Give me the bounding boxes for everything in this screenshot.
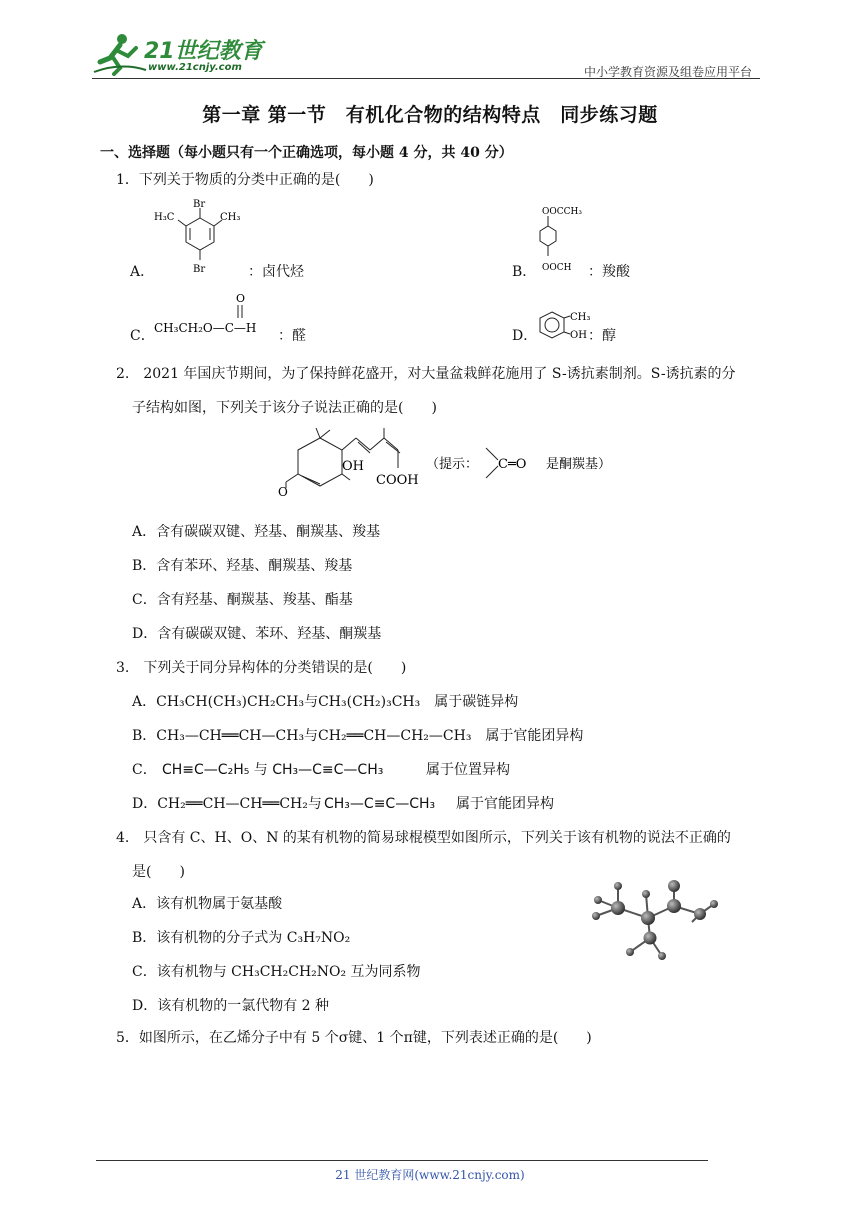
d-ch3: CH₃ bbox=[570, 312, 591, 323]
section-heading: 一、选择题（每小题只有一个正确选项，每小题 4 分，共 40 分） bbox=[100, 145, 513, 161]
q2-option-c: C．含有羟基、酮羰基、羧基、酯基 bbox=[132, 592, 353, 608]
q2-hint2: 是酮羰基） bbox=[546, 457, 612, 472]
q2-cooh: COOH bbox=[376, 473, 419, 488]
q4-option-c: C．该有机物与 CH₃CH₂CH₂NO₂ 互为同系物 bbox=[132, 964, 421, 980]
q1-c-structure bbox=[152, 290, 282, 340]
q4-option-a: A．该有机物属于氨基酸 bbox=[132, 896, 283, 912]
q1-stem: 1．下列关于物质的分类中正确的是( ) bbox=[116, 172, 374, 188]
header bbox=[92, 30, 760, 80]
header-divider bbox=[92, 78, 760, 79]
q3-option-c-label: C． bbox=[132, 762, 157, 778]
q5-stem: 5．如图所示，在乙烯分子中有 5 个σ键、1 个π键，下列表述正确的是( ) bbox=[116, 1030, 592, 1046]
q1-option-a-text: ：卤代烃 bbox=[248, 264, 304, 280]
q2-option-a: A．含有碳碳双键、羟基、酮羰基、羧基 bbox=[132, 524, 381, 540]
q3-option-d-label: D．CH₂══CH—CH══CH₂与 bbox=[132, 796, 322, 812]
a-h3c: H₃C bbox=[154, 212, 175, 223]
q2-oh: OH bbox=[342, 459, 364, 474]
q3-option-c-tail: 属于位置异构 bbox=[426, 762, 510, 778]
q3-option-b: B．CH₃—CH══CH—CH₃与CH₂══CH—CH₂—CH₃ 属于官能团异构 bbox=[132, 728, 584, 744]
q2-structure bbox=[270, 428, 630, 500]
q1-option-a-label: A． bbox=[130, 264, 155, 280]
q4-ball-stick-model bbox=[590, 874, 720, 964]
q1-option-c-text: ：醛 bbox=[278, 328, 306, 344]
footer-text: 21 世纪教育网(www.21cnjy.com) bbox=[335, 1168, 525, 1182]
q3-option-d-tail: 属于官能团异构 bbox=[456, 796, 554, 812]
page-title: 第一章 第一节 有机化合物的结构特点 同步练习题 bbox=[202, 104, 658, 126]
c-o: O bbox=[236, 292, 246, 305]
q3-option-c-text: CH≡C—C₂H₅ 与 CH₃—C≡C—CH₃ bbox=[162, 762, 384, 778]
q3-option-d-text: CH₃—C≡C—CH₃ bbox=[324, 796, 436, 812]
b-top: OOCCH₃ bbox=[542, 207, 582, 217]
q2-option-b: B．含有苯环、羟基、酮羰基、羧基 bbox=[132, 558, 353, 574]
q1-a-structure bbox=[152, 196, 248, 278]
q1-option-b-text: ：羧酸 bbox=[588, 264, 630, 280]
q4-option-d: D．该有机物的一氯代物有 2 种 bbox=[132, 998, 330, 1014]
q2-hint: （提示： bbox=[426, 457, 479, 472]
q2-o: O bbox=[278, 485, 288, 499]
q1-option-d-label: D． bbox=[512, 328, 538, 344]
q2-stem-line1: 2. 2021 年国庆节期间，为了保持鲜花盛开，对大量盆栽鲜花施用了 S-诱抗素制剂。S-诱抗素的分 bbox=[116, 366, 736, 382]
footer-divider bbox=[96, 1160, 708, 1161]
q2-co: C═O bbox=[498, 457, 527, 472]
q1-option-c-label: C． bbox=[130, 328, 155, 344]
a-ch3: CH₃ bbox=[220, 212, 241, 223]
a-br-bottom: Br bbox=[193, 264, 206, 275]
q4-stem-line2: 是( ) bbox=[132, 864, 185, 880]
logo-runner-icon bbox=[92, 32, 148, 76]
logo-url: www.21cnjy.com bbox=[148, 62, 242, 73]
c-chain: CH₃CH₂O—C—H bbox=[154, 321, 257, 335]
q2-option-d: D．含有碳碳双键、苯环、羟基、酮羰基 bbox=[132, 626, 382, 642]
q1-b-structure bbox=[534, 204, 594, 282]
q1-option-b-label: B． bbox=[512, 264, 537, 280]
d-oh: OH bbox=[570, 330, 587, 341]
q4-stem-line1: 4. 只含有 C、H、O、N 的某有机物的简易球棍模型如图所示，下列关于该有机物的说法不正确的 bbox=[116, 830, 731, 846]
q3-stem: 3. 下列关于同分异构体的分类错误的是( ) bbox=[116, 660, 407, 676]
a-br-top: Br bbox=[193, 199, 206, 210]
logo-main: 21世纪教育 bbox=[144, 39, 263, 64]
header-right-text: 中小学教育资源及组卷应用平台 bbox=[583, 65, 752, 79]
q1-option-d-text: ：醇 bbox=[588, 328, 616, 344]
q2-stem-line2: 子结构如图，下列关于该分子说法正确的是( ) bbox=[132, 400, 437, 416]
b-bottom: OOCH bbox=[542, 263, 572, 273]
q4-option-b: B．该有机物的分子式为 C₃H₇NO₂ bbox=[132, 930, 351, 946]
q3-option-a: A．CH₃CH(CH₃)CH₂CH₃与CH₃(CH₂)₃CH₃ 属于碳链异构 bbox=[132, 694, 519, 710]
